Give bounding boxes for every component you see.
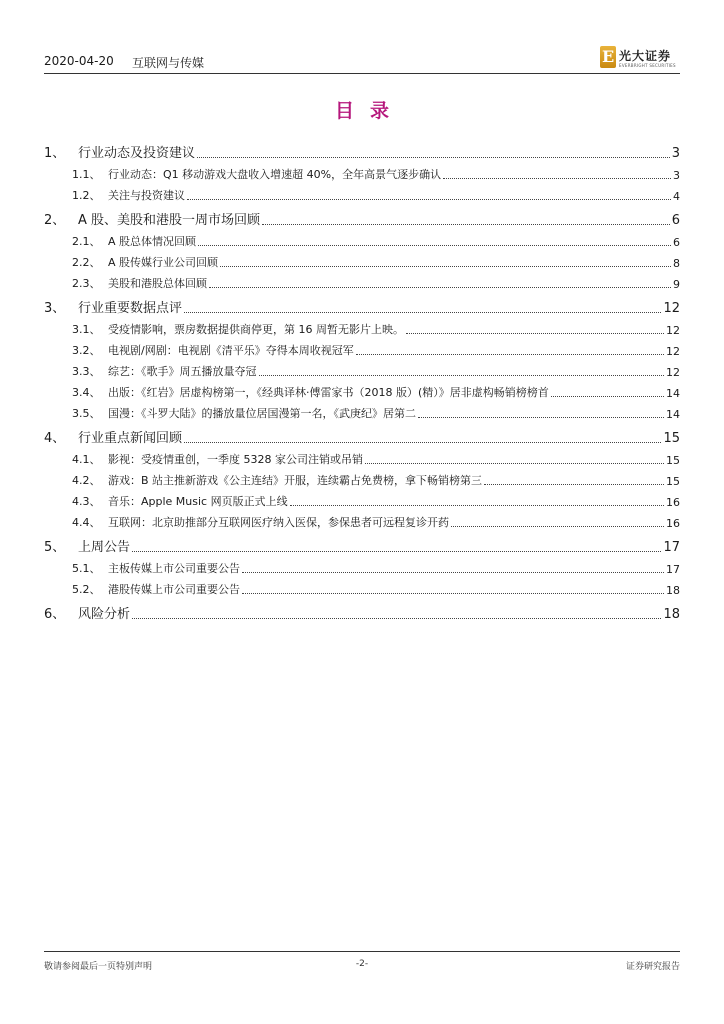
toc-dot-leader [184, 312, 661, 313]
toc-entry-page: 16 [666, 496, 680, 509]
toc-entry-number: 3.2、 [72, 344, 101, 357]
toc-section-link[interactable] [44, 601, 680, 622]
toc-entry-number: 5.2、 [72, 583, 101, 596]
toc-entry-number: 4.2、 [72, 474, 101, 487]
toc-section-link[interactable] [44, 207, 680, 228]
toc-entry-page: 12 [666, 366, 680, 379]
toc-section-link[interactable] [44, 425, 680, 446]
toc-entry-number: 3.4、 [72, 386, 101, 399]
footer-divider [44, 951, 680, 952]
toc-entry-number: 1.1、 [72, 168, 101, 181]
toc-dot-leader [551, 396, 664, 397]
toc-dot-leader [198, 245, 671, 246]
toc-subsection-link[interactable] [44, 358, 680, 379]
toc-entry-page: 12 [666, 324, 680, 337]
toc-dot-leader [197, 157, 670, 158]
toc-entry-title: A 股传媒行业公司回顾 [108, 256, 219, 269]
toc-dot-leader [184, 442, 661, 443]
toc-entry-number: 6、 [44, 607, 66, 622]
toc-entry-page: 17 [666, 563, 680, 576]
toc-dot-leader [418, 417, 664, 418]
toc-dot-leader [187, 199, 671, 200]
page-footer [44, 959, 680, 975]
toc-entry-page: 12 [663, 301, 680, 316]
toc-subsection-link[interactable] [44, 400, 680, 421]
toc-entry-number: 5、 [44, 540, 66, 555]
toc-entry-number: 1、 [44, 146, 66, 161]
toc-entry-title: 行业动态及投资建议 [78, 146, 196, 161]
toc-entry-page: 3 [673, 169, 680, 182]
toc-entry-page: 3 [671, 146, 680, 161]
toc-entry-number: 4、 [44, 431, 66, 446]
toc-entry-number: 5.1、 [72, 562, 101, 575]
toc-entry-title: 电视剧/网剧：电视剧《清平乐》夺得本周收视冠军 [108, 344, 354, 357]
toc-entry-title: 上周公告 [78, 540, 131, 555]
toc-entry-title: 互联网：北京助推部分互联网医疗纳入医保，参保患者可远程复诊开药 [108, 516, 449, 529]
toc-entry-title: 出版：《红岩》居虚构榜第一，《经典译林·傅雷家书（2018 版）(精）》居非虚构畅销榜榜首 [108, 386, 549, 399]
toc-subsection-link[interactable] [44, 467, 680, 488]
toc-dot-leader [365, 463, 664, 464]
toc-subsection-link[interactable] [44, 379, 680, 400]
toc-entry-number: 3、 [44, 301, 66, 316]
toc-entry-title: 影视：受疫情重创，一季度 5328 家公司注销或吊销 [108, 453, 363, 466]
page-number: -2- [355, 959, 369, 969]
toc-entry-title: A 股、美股和港股一周市场回顾 [78, 213, 261, 228]
toc-dot-leader [220, 266, 671, 267]
toc-entry-number: 2.1、 [72, 235, 101, 248]
toc-entry-title: 音乐：Apple Music 网页版正式上线 [108, 495, 288, 508]
toc-entry-title: 国漫：《斗罗大陆》的播放量位居国漫第一名，《武庚纪》居第二 [108, 407, 416, 420]
toc-subsection-link[interactable] [44, 576, 680, 597]
toc-entry-number: 3.1、 [72, 323, 101, 336]
toc-entry-title: 港股传媒上市公司重要公告 [108, 583, 240, 596]
toc-entry-title: 行业动态：Q1 移动游戏大盘收入增速超 40%，全年高景气逐步确认 [108, 168, 442, 181]
toc-entry-title: 主板传媒上市公司重要公告 [108, 562, 240, 575]
toc-section-link[interactable] [44, 534, 680, 555]
toc-section-link[interactable] [44, 140, 680, 161]
toc-section-link[interactable] [44, 295, 680, 316]
toc-subsection-link[interactable] [44, 161, 680, 182]
toc-entry-title: 游戏：B 站主推新游戏《公主连结》开服，连续霸占免费榜，拿下畅销榜第三 [108, 474, 483, 487]
toc-title: 目录 [334, 100, 405, 122]
toc-entry-number: 4.1、 [72, 453, 101, 466]
logo-english: EVERBRIGHT SECURITIES [619, 63, 676, 68]
everbright-logo [600, 46, 678, 70]
toc-entry-page: 9 [673, 278, 680, 291]
toc-entry-page: 12 [666, 345, 680, 358]
toc-entry-page: 15 [666, 454, 680, 467]
toc-entry-page: 8 [673, 257, 680, 270]
report-sector: 互联网与传媒 [132, 56, 205, 70]
toc-entry-title: 受疫情影响，票房数据提供商停更，第 16 周暂无影片上映。 [108, 323, 404, 336]
toc-entry-title: 风险分析 [78, 607, 131, 622]
toc-entry-number: 3.5、 [72, 407, 101, 420]
toc-entry-page: 15 [666, 475, 680, 488]
toc-entry-number: 2.3、 [72, 277, 101, 290]
toc-subsection-link[interactable] [44, 555, 680, 576]
toc-entry-title: 行业重点新闻回顾 [78, 431, 183, 446]
toc-dot-leader [451, 526, 664, 527]
toc-entry-page: 16 [666, 517, 680, 530]
toc-dot-leader [356, 354, 664, 355]
toc-subsection-link[interactable] [44, 488, 680, 509]
footer-report-type: 证券研究报告 [625, 962, 680, 972]
toc-entry-title: 关注与投资建议 [108, 189, 185, 202]
toc-dot-leader [132, 551, 661, 552]
toc-subsection-link[interactable] [44, 316, 680, 337]
toc-subsection-link[interactable] [44, 270, 680, 291]
toc-dot-leader [262, 224, 670, 225]
toc-dot-leader [406, 333, 664, 334]
toc-dot-leader [259, 375, 665, 376]
logo-mark-icon [600, 46, 616, 68]
logo-name: 光大证券 [619, 49, 672, 63]
toc-subsection-link[interactable] [44, 228, 680, 249]
toc-dot-leader [132, 618, 661, 619]
toc-dot-leader [242, 572, 664, 573]
toc-entry-page: 15 [663, 431, 680, 446]
toc-dot-leader [242, 593, 664, 594]
toc-entry-page: 4 [673, 190, 680, 203]
toc-subsection-link[interactable] [44, 337, 680, 358]
toc-entry-number: 4.4、 [72, 516, 101, 529]
toc-entry-page: 14 [666, 387, 680, 400]
toc-dot-leader [484, 484, 664, 485]
toc-subsection-link[interactable] [44, 509, 680, 530]
toc-entry-page: 14 [666, 408, 680, 421]
toc-entry-number: 1.2、 [72, 189, 101, 202]
toc-entry-page: 6 [673, 236, 680, 249]
footer-disclaimer: 敬请参阅最后一页特别声明 [44, 962, 153, 972]
toc-entry-title: A 股总体情况回顾 [108, 235, 197, 248]
toc-dot-leader [443, 178, 671, 179]
report-date: 2020-04-20 [44, 54, 114, 68]
toc-entry-title: 行业重要数据点评 [78, 301, 183, 316]
toc-subsection-link[interactable] [44, 249, 680, 270]
toc-entry-page: 18 [663, 607, 680, 622]
toc-subsection-link[interactable] [44, 182, 680, 203]
toc-entry-title: 综艺：《歌手》周五播放量夺冠 [108, 365, 257, 378]
toc-entry-page: 17 [663, 540, 680, 555]
toc-entry-number: 3.3、 [72, 365, 101, 378]
toc-entry-page: 18 [666, 584, 680, 597]
toc-subsection-link[interactable] [44, 446, 680, 467]
header-divider [44, 73, 680, 74]
toc-dot-leader [209, 287, 671, 288]
toc-entry-number: 4.3、 [72, 495, 101, 508]
toc-entry-title: 美股和港股总体回顾 [108, 277, 207, 290]
toc-entry-number: 2、 [44, 213, 66, 228]
toc-entry-number: 2.2、 [72, 256, 101, 269]
toc-entry-page: 6 [671, 213, 680, 228]
table-of-contents [44, 136, 680, 622]
page-header [44, 44, 680, 72]
toc-dot-leader [290, 505, 664, 506]
